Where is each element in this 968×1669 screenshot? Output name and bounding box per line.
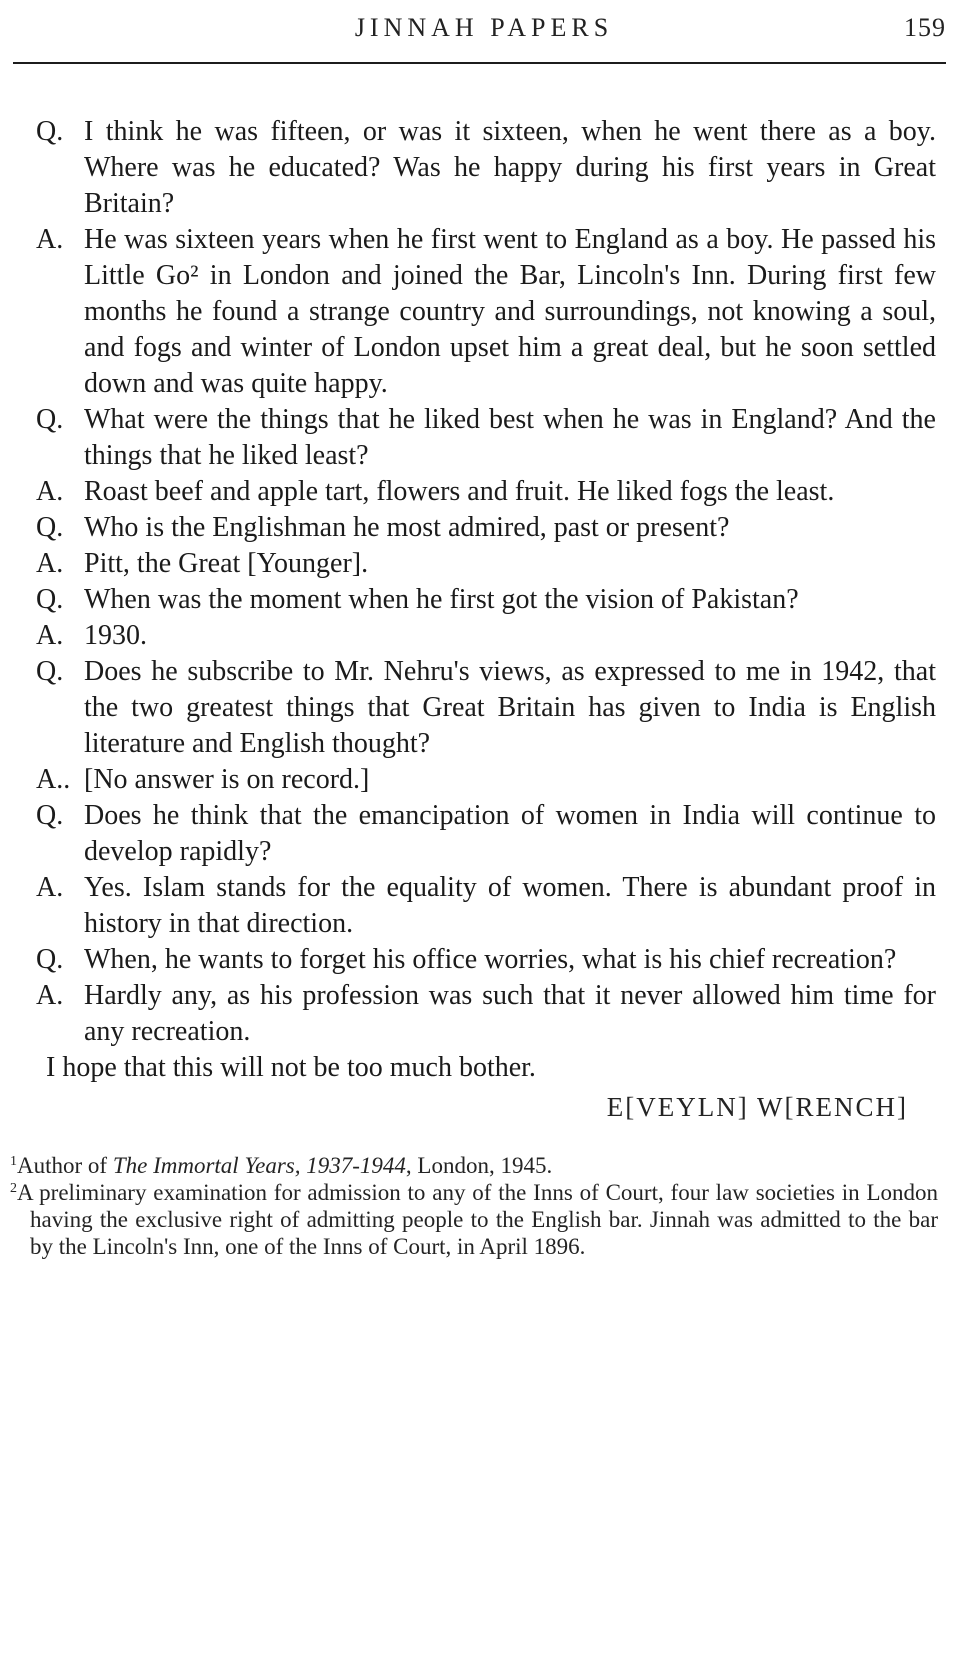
header-rule [13, 62, 946, 64]
footnotes [10, 1152, 938, 1260]
qa-item [36, 870, 936, 942]
qa-label: Q. [36, 116, 64, 147]
qa-label: Q. [36, 800, 64, 831]
qa-item [36, 510, 936, 546]
qa-text: What were the things that he liked best when he was in England? And the things that he liked least? [84, 404, 936, 471]
qa-text: Roast beef and apple tart, flowers and fruit. He liked fogs the least. [84, 476, 835, 507]
qa-text: Does he think that the emancipation of women in India will continue to develop rapidly? [84, 800, 936, 867]
page-number: 159 [904, 13, 946, 42]
signature: E[VEYLN] W[RENCH] [606, 1092, 908, 1122]
qa-label: A. [36, 980, 64, 1011]
qa-item [36, 114, 936, 222]
qa-label: A. [36, 620, 64, 651]
qa-item [36, 978, 936, 1050]
qa-text: When was the moment when he first got the vision of Pakistan? [84, 584, 799, 615]
qa-text: Pitt, the Great [Younger]. [84, 548, 369, 579]
footnote-1 [10, 1152, 938, 1179]
qa-label: A. [36, 872, 64, 903]
footnote-2-marker: 2 [10, 1181, 17, 1196]
qa-label: A.. [36, 764, 71, 795]
qa-text: Hardly any, as his profession was such that it never allowed him time for any recreation. [84, 980, 936, 1047]
qa-label: Q. [36, 404, 64, 435]
qa-item [36, 942, 936, 978]
qa-item [36, 762, 936, 798]
qa-item [36, 222, 936, 402]
footnote-2-text: A preliminary examination for admission to any of the Inns of Court, four law societies in London having the exclusive right of admitting people to the English bar. Jinnah was admitted to the bar by the Lincoln's Inn, one of the Inns of Court, in April 1896. [17, 1180, 938, 1259]
qa-item [36, 474, 936, 510]
qa-item [36, 582, 936, 618]
footnote-1-text: Author of [17, 1153, 113, 1178]
qa-item [36, 402, 936, 474]
qa-label: A. [36, 224, 64, 255]
page-header [0, 0, 968, 46]
qa-label: A. [36, 476, 64, 507]
qa-text: I think he was fifteen, or was it sixteen, when he went there as a boy. Where was he educated? Was he happy during his first years in Great Britain? [84, 116, 936, 219]
qa-text: [No answer is on record.] [84, 764, 370, 795]
qa-text: 1930. [84, 620, 147, 651]
qa-text: Does he subscribe to Mr. Nehru's views, as expressed to me in 1942, that the two greatest things that Great Britain has given to India is English literature and English thought? [84, 656, 936, 759]
footnote-1-text-after: , London, 1945. [405, 1153, 553, 1178]
qa-label: Q. [36, 584, 64, 615]
qa-text: When, he wants to forget his office worries, what is his chief recreation? [84, 944, 897, 975]
qa-item [36, 546, 936, 582]
footnote-2 [10, 1179, 938, 1260]
qa-text: Yes. Islam stands for the equality of women. There is abundant proof in history in that direction. [84, 872, 936, 939]
footnote-1-book-title: The Immortal Years, 1937-1944 [112, 1153, 406, 1178]
qa-item [36, 798, 936, 870]
qa-label: Q. [36, 512, 64, 543]
closing-line: I hope that this will not be too much bother. [46, 1052, 536, 1083]
running-head-title: JINNAH PAPERS [354, 13, 614, 42]
qa-label: Q. [36, 656, 64, 687]
qa-content [10, 114, 938, 1260]
qa-text: He was sixteen years when he first went to England as a boy. He passed his Little Go² in London and joined the Bar, Lincoln's Inn. During first few months he found a strange country and surroundings, not knowing a soul, and fogs and winter of London upset him a great deal, but he soon settled down and was quite happy. [84, 224, 936, 399]
qa-label: A. [36, 548, 64, 579]
qa-text: Who is the Englishman he most admired, past or present? [84, 512, 730, 543]
qa-item [36, 618, 936, 654]
qa-item [36, 654, 936, 762]
footnote-1-marker: 1 [10, 1154, 17, 1169]
qa-label: Q. [36, 944, 64, 975]
